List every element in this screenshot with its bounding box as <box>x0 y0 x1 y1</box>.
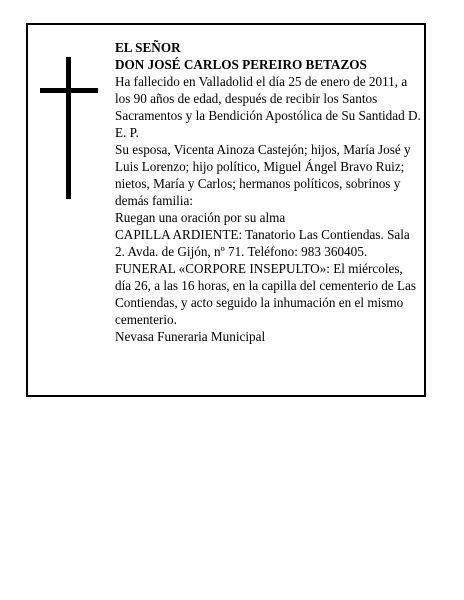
cross-vertical-bar <box>66 57 71 199</box>
notice-text <box>115 39 421 345</box>
funeral-home-signature: Nevasa Funeraria Municipal <box>115 329 266 344</box>
funeral-info: FUNERAL «CORPORE INSEPULTO»: El miércoles, día 26, a las 16 horas, en la capilla del cementerio de Las Contiendas, y acto seguido la inhumación en el mismo cementerio. <box>115 261 416 327</box>
cross-horizontal-bar <box>40 88 98 93</box>
prayer-request: Ruegan una oración por su alma <box>115 210 286 225</box>
deceased-name: DON JOSÉ CARLOS PEREIRO BETAZOS <box>115 57 367 72</box>
chapel-info: CAPILLA ARDIENTE: Tanatorio Las Contiendas. Sala 2. Avda. de Gijón, nº 71. Teléfono: 983 360405. <box>115 227 410 259</box>
honorific: EL SEÑOR <box>115 40 181 55</box>
latin-cross-icon <box>40 57 98 199</box>
death-announcement: Ha fallecido en Valladolid el día 25 de enero de 2011, a los 90 años de edad, después de recibir los Santos Sacramentos y la Bendición Apostólica de Su Santidad D. E. P. <box>115 74 421 140</box>
family-list: Su esposa, Vicenta Ainoza Castejón; hijos, María José y Luis Lorenzo; hijo político, Miguel Ángel Bravo Ruiz; nietos, María y Carlos; hermanos políticos, sobrinos y demás familia: <box>115 142 411 208</box>
obituary-notice <box>26 23 426 397</box>
